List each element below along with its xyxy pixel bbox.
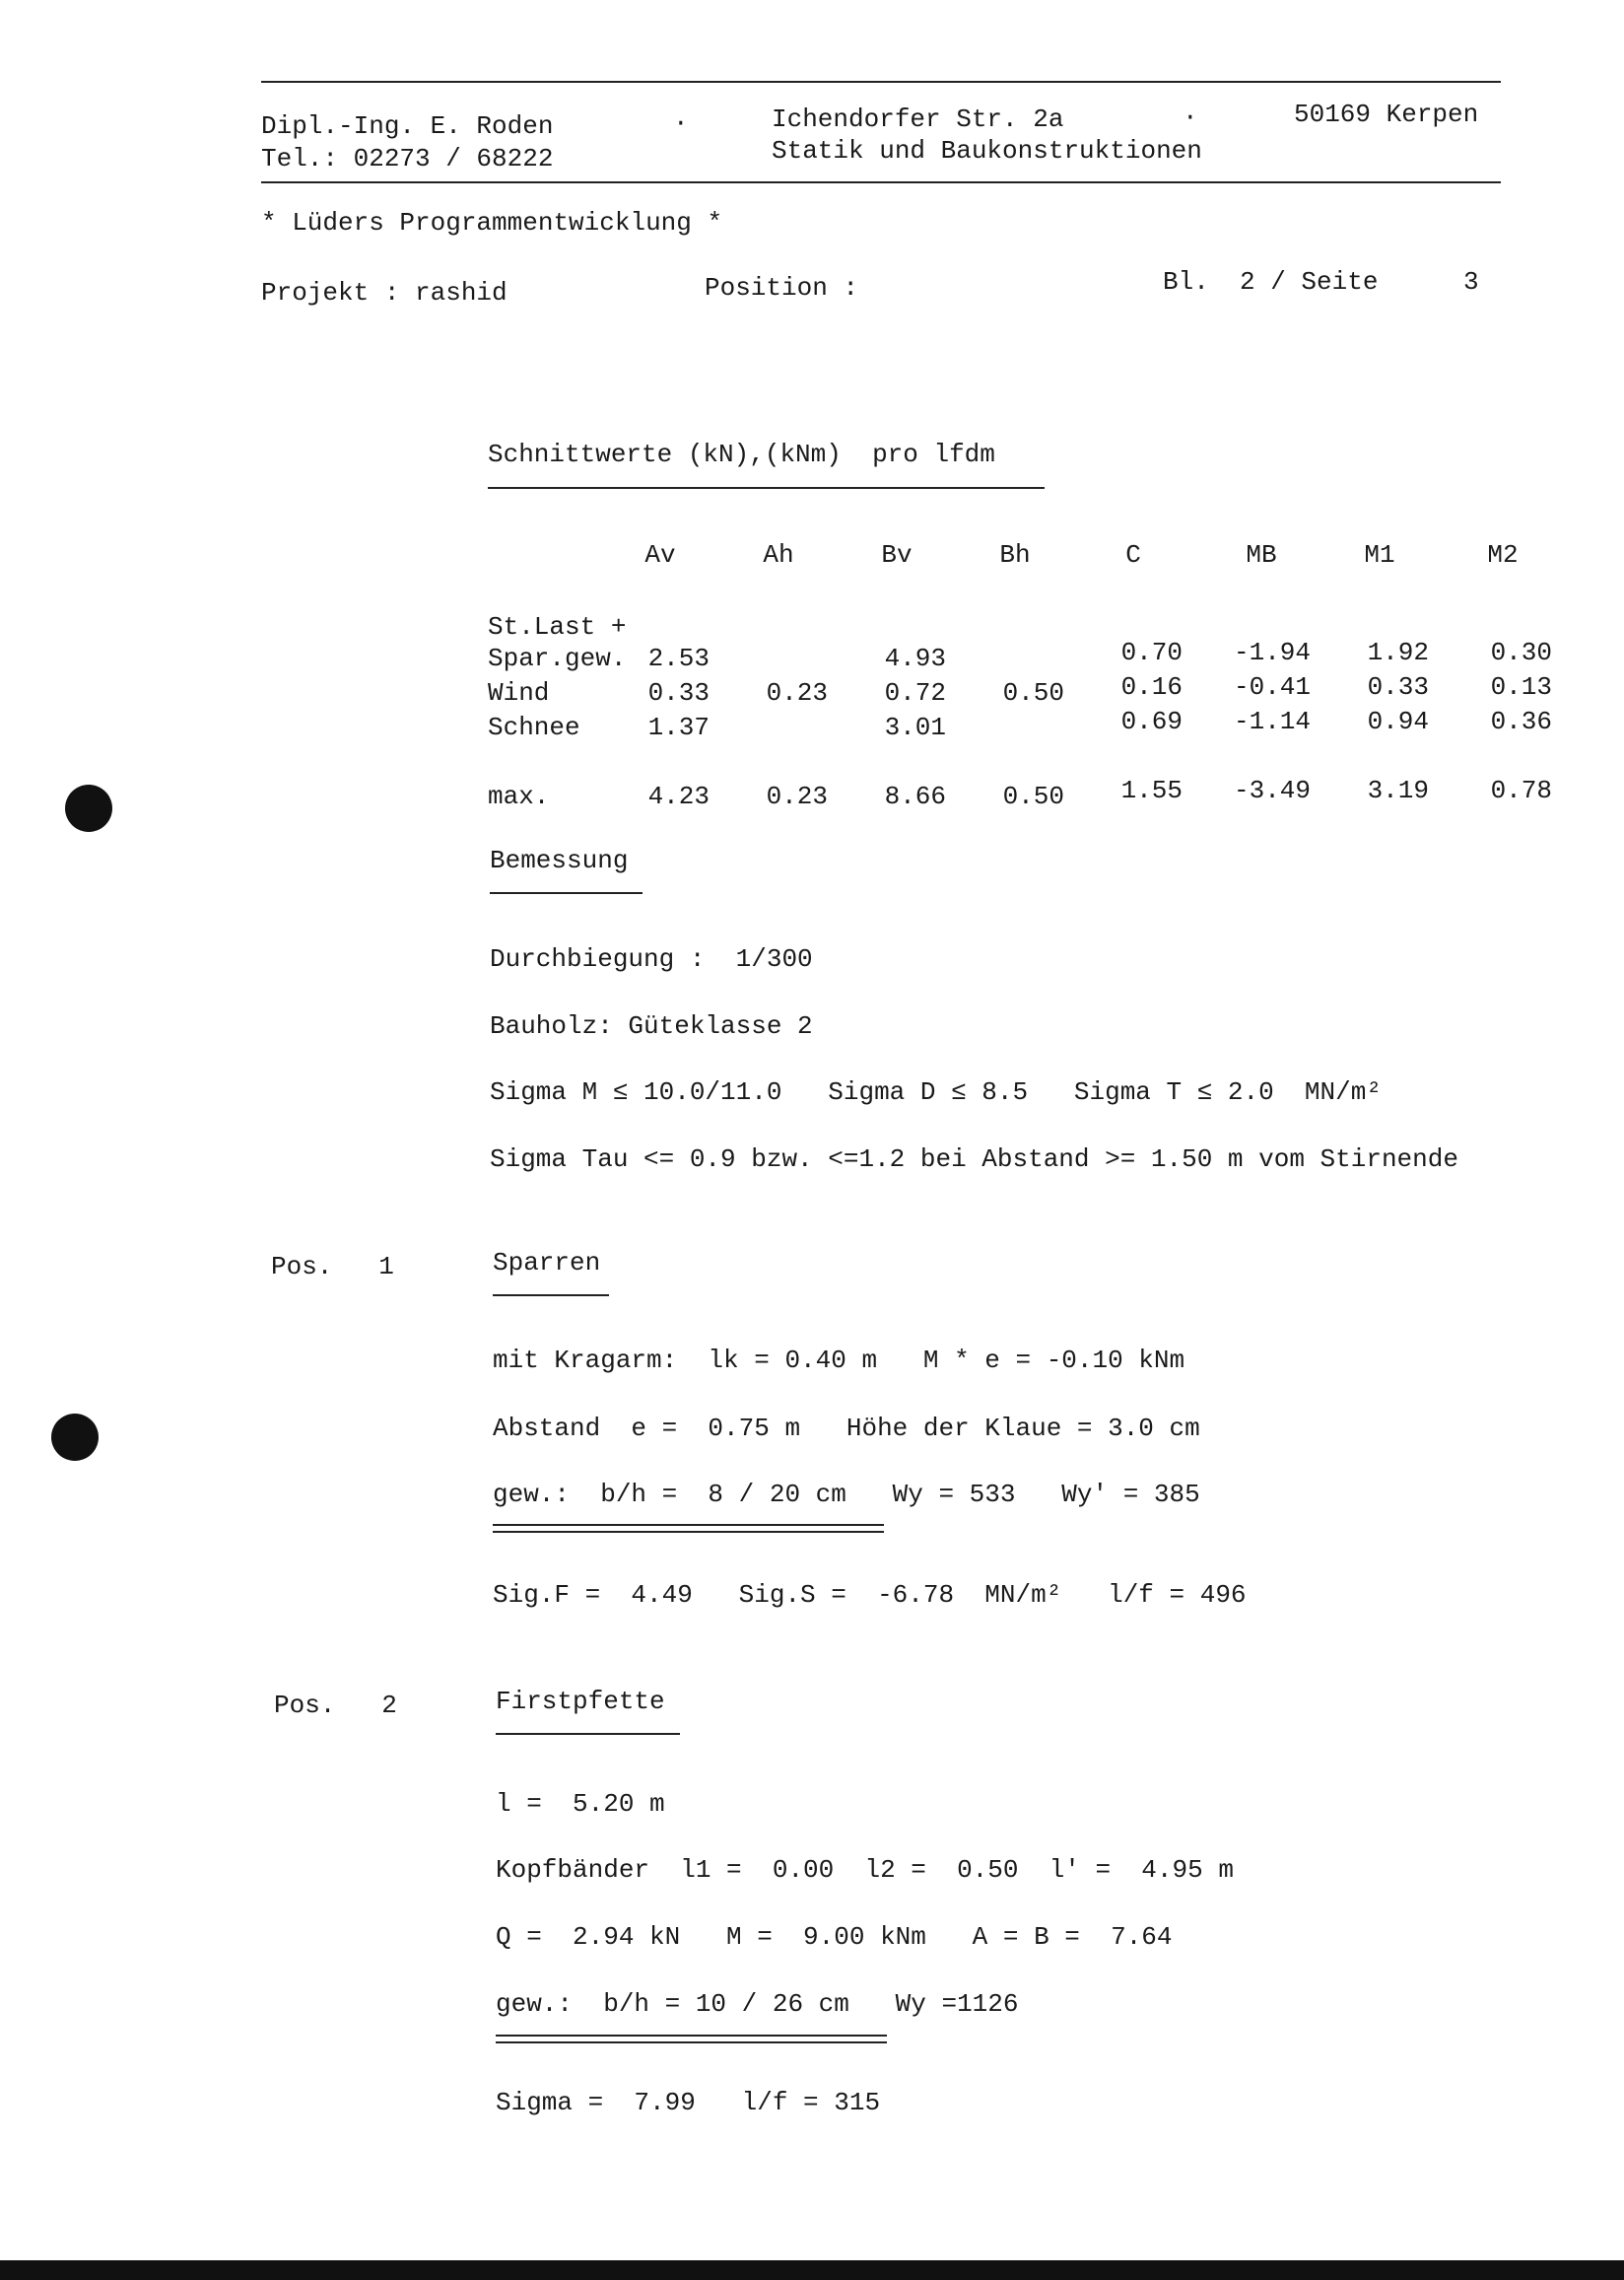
header-rule-top [261,81,1501,83]
pos2-kopfbaender: Kopfbänder l1 = 0.00 l2 = 0.50 l' = 4.95 m [496,1855,1234,1885]
cell-av: 2.53 [647,644,710,673]
letterhead-trade: Statik und Baukonstruktionen [772,136,1202,166]
letterhead-dot-1: · [673,108,689,138]
cell-m1: 0.33 [1367,672,1429,702]
page-number: 3 [1463,267,1479,297]
sigma-limits: Sigma M ≤ 10.0/11.0 Sigma D ≤ 8.5 Sigma T ≤ 2.0 MN/m² [490,1077,1382,1107]
pos1-gew-double-underline-a [493,1524,884,1526]
cell-mb: -0.41 [1233,672,1311,702]
scan-edge-bar [0,2260,1624,2280]
cell-mb: -1.14 [1233,707,1311,736]
cell-bh: 0.50 [1002,782,1064,811]
column-header-m1: M1 [1364,540,1395,570]
cell-av: 4.23 [647,782,710,811]
sheet-label: Bl. 2 / Seite [1163,267,1379,297]
bauholz: Bauholz: Güteklasse 2 [490,1011,813,1041]
row-label: Spar.gew. [488,644,627,673]
pos1-title: Sparren [493,1248,601,1278]
column-header-bh: Bh [999,540,1031,570]
pos2-gew-double-underline-b [496,2041,887,2043]
letterhead-city: 50169 Kerpen [1294,100,1479,129]
cell-bh: 0.50 [1002,678,1064,708]
project-label: Projekt : rashid [261,278,508,308]
cell-c: 1.55 [1120,776,1183,805]
header-rule-bottom [261,181,1501,183]
column-header-m2: M2 [1487,540,1519,570]
pos1-abstand: Abstand e = 0.75 m Höhe der Klaue = 3.0 cm [493,1414,1200,1443]
punch-hole-bottom [51,1414,99,1461]
schnitt-title-underline [488,487,1045,489]
cell-mb: -3.49 [1233,776,1311,805]
software-note: * Lüders Programmentwicklung * [261,208,723,238]
pos1-kragarm: mit Kragarm: lk = 0.40 m M * e = -0.10 kNm [493,1346,1185,1375]
cell-av: 0.33 [647,678,710,708]
bemessung-underline [490,892,643,894]
cell-m2: 0.36 [1490,707,1552,736]
cell-bv: 3.01 [884,713,946,742]
pos1-label: Pos. 1 [271,1252,394,1281]
cell-m1: 3.19 [1367,776,1429,805]
row-label: max. [488,782,550,811]
durchbiegung: Durchbiegung : 1/300 [490,944,813,974]
pos1-sig: Sig.F = 4.49 Sig.S = -6.78 MN/m² l/f = 496 [493,1580,1247,1610]
cell-m2: 0.30 [1490,638,1552,667]
letterhead-phone: Tel.: 02273 / 68222 [261,144,554,173]
schnitt-title: Schnittwerte (kN),(kNm) pro lfdm [488,440,995,469]
letterhead-address: Ichendorfer Str. 2a [772,104,1064,134]
cell-c: 0.69 [1120,707,1183,736]
cell-c: 0.16 [1120,672,1183,702]
cell-av: 1.37 [647,713,710,742]
column-header-ah: Ah [763,540,794,570]
row-prelabel: St.Last + [488,612,627,642]
column-header-c: C [1125,540,1141,570]
cell-bv: 0.72 [884,678,946,708]
pos2-gew-double-underline-a [496,2035,887,2037]
pos2-gew: gew.: b/h = 10 / 26 cm Wy =1126 [496,1989,1019,2019]
cell-m2: 0.78 [1490,776,1552,805]
letterhead-name: Dipl.-Ing. E. Roden [261,111,554,141]
cell-m2: 0.13 [1490,672,1552,702]
cell-m1: 1.92 [1367,638,1429,667]
sigma-tau: Sigma Tau <= 0.9 bzw. <=1.2 bei Abstand >= 1.50 m vom Stirnende [490,1144,1458,1174]
bemessung-title: Bemessung [490,846,629,875]
pos1-gew-double-underline-b [493,1531,884,1533]
column-header-bv: Bv [881,540,913,570]
cell-ah: 0.23 [766,782,828,811]
pos2-sigma: Sigma = 7.99 l/f = 315 [496,2088,881,2117]
pos1-gew: gew.: b/h = 8 / 20 cm Wy = 533 Wy' = 385 [493,1480,1200,1509]
position-label: Position : [705,273,859,303]
row-label: Wind [488,678,550,708]
cell-c: 0.70 [1120,638,1183,667]
cell-ah: 0.23 [766,678,828,708]
cell-bv: 4.93 [884,644,946,673]
cell-m1: 0.94 [1367,707,1429,736]
cell-mb: -1.94 [1233,638,1311,667]
cell-bv: 8.66 [884,782,946,811]
column-header-av: Av [644,540,676,570]
row-label: Schnee [488,713,580,742]
pos2-length: l = 5.20 m [496,1789,665,1819]
punch-hole-top [65,785,112,832]
pos2-label: Pos. 2 [274,1691,397,1720]
pos2-title-underline [496,1733,680,1735]
column-header-mb: MB [1246,540,1277,570]
letterhead-dot-2: · [1183,103,1198,132]
pos2-title: Firstpfette [496,1687,665,1716]
pos1-title-underline [493,1294,609,1296]
pos2-loads: Q = 2.94 kN M = 9.00 kNm A = B = 7.64 [496,1922,1173,1952]
